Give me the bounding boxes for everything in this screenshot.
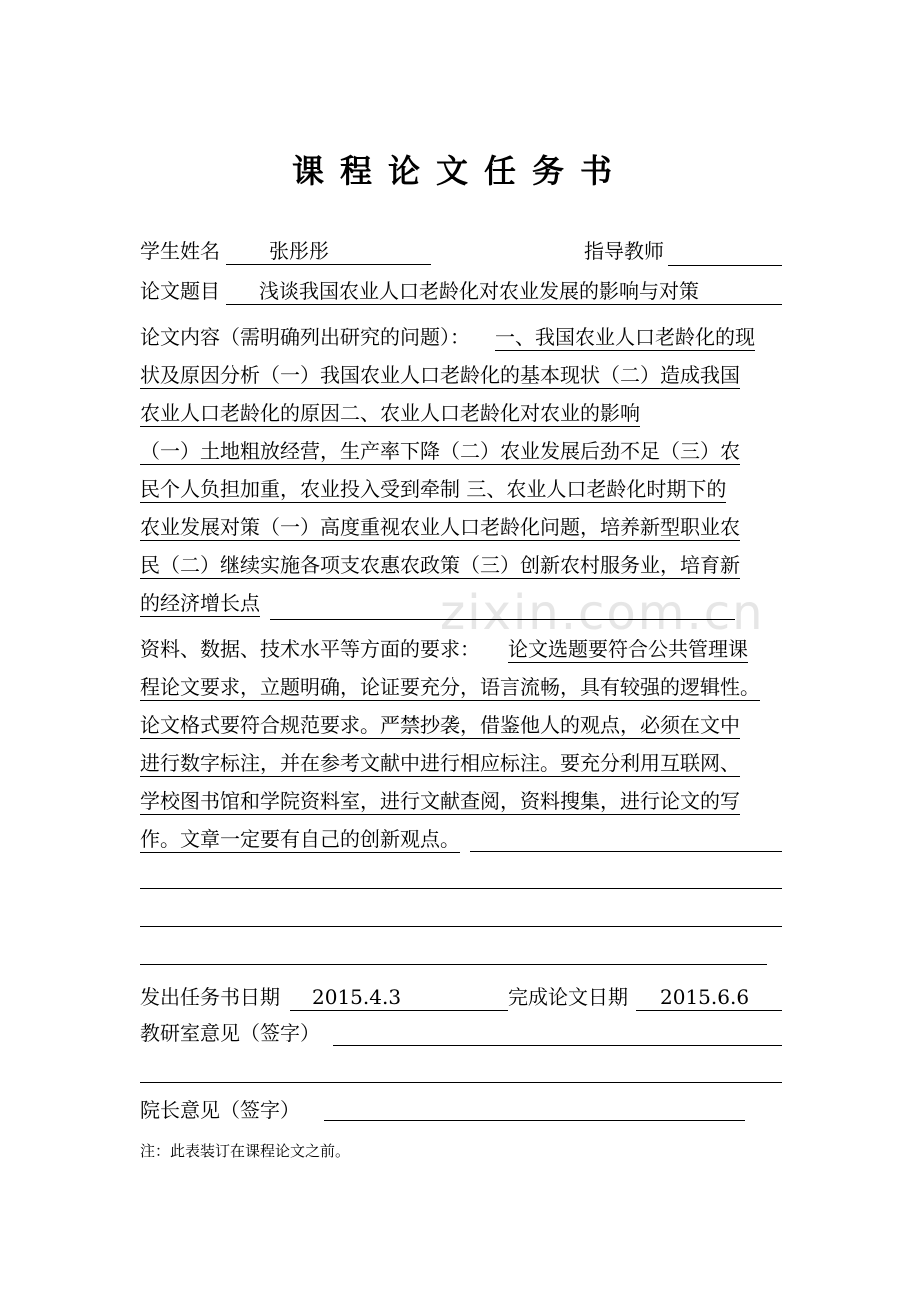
- content-line: 状及原因分析（一）我国农业人口老龄化的基本现状（二）造成我国: [140, 363, 740, 387]
- content-line: 一、我国农业人口老龄化的现: [495, 325, 755, 349]
- blank-line: [140, 1082, 782, 1083]
- dept-opinion-label: 教研室意见（签字）: [140, 1021, 320, 1045]
- requirements-line: 论文选题要符合公共管理课: [508, 637, 748, 661]
- requirements-line: 论文格式要符合规范要求。严禁抄袭，借鉴他人的观点，必须在文中: [140, 713, 740, 737]
- watermark: zixin.com.cn: [440, 585, 765, 641]
- blank-line: [140, 888, 782, 889]
- content-line: 的经济增长点: [140, 591, 260, 615]
- topic-label: 论文题目: [140, 279, 220, 303]
- blank-line: [140, 964, 767, 965]
- blank-line: [140, 926, 782, 927]
- content-line: 民（二）继续实施各项支农惠农政策（三）创新农村服务业，培育新: [140, 553, 740, 577]
- content-line: 农业发展对策（一）高度重视农业人口老龄化问题，培养新型职业农: [140, 515, 740, 539]
- dean-signature-line: [324, 1120, 745, 1121]
- issue-date-value: 2015.4.3: [290, 982, 508, 1011]
- advisor-label: 指导教师: [584, 239, 664, 263]
- advisor-value: [668, 236, 782, 266]
- footnote: 注：此表装订在课程论文之前。: [140, 1142, 351, 1160]
- requirements-end-underline: [470, 851, 782, 852]
- complete-date-value: 2015.6.6: [636, 982, 782, 1011]
- issue-date-label: 发出任务书日期: [140, 985, 280, 1009]
- requirements-label: 资料、数据、技术水平等方面的要求：: [140, 637, 480, 661]
- requirements-line: 学校图书馆和学院资料室，进行文献查阅，资料搜集，进行论文的写: [140, 789, 740, 813]
- topic-value: 浅谈我国农业人口老龄化对农业发展的影响与对策: [226, 276, 782, 305]
- student-name-label: 学生姓名: [140, 239, 220, 263]
- content-label: 论文内容（需明确列出研究的问题）：: [140, 325, 470, 349]
- content-line: （一）土地粗放经营，生产率下降（二）农业发展后劲不足（三）农: [140, 439, 740, 463]
- requirements-line: 程论文要求，立题明确，论证要充分，语言流畅，具有较强的逻辑性。: [140, 675, 760, 699]
- requirements-line: 作。文章一定要有自己的创新观点。: [140, 827, 460, 851]
- dean-opinion-label: 院长意见（签字）: [140, 1098, 300, 1122]
- dept-signature-line: [333, 1045, 782, 1046]
- content-end-underline: [270, 619, 735, 620]
- complete-date-label: 完成论文日期: [508, 985, 628, 1009]
- page-title: 课程论文任务书: [291, 152, 628, 190]
- requirements-line: 进行数字标注，并在参考文献中进行相应标注。要充分利用互联网、: [140, 751, 740, 775]
- content-line: 民个人负担加重，农业投入受到牵制 三、农业人口老龄化时期下的: [140, 477, 727, 501]
- student-name-value: 张彤彤: [226, 236, 431, 265]
- content-line: 农业人口老龄化的原因二、农业人口老龄化对农业的影响: [140, 401, 640, 425]
